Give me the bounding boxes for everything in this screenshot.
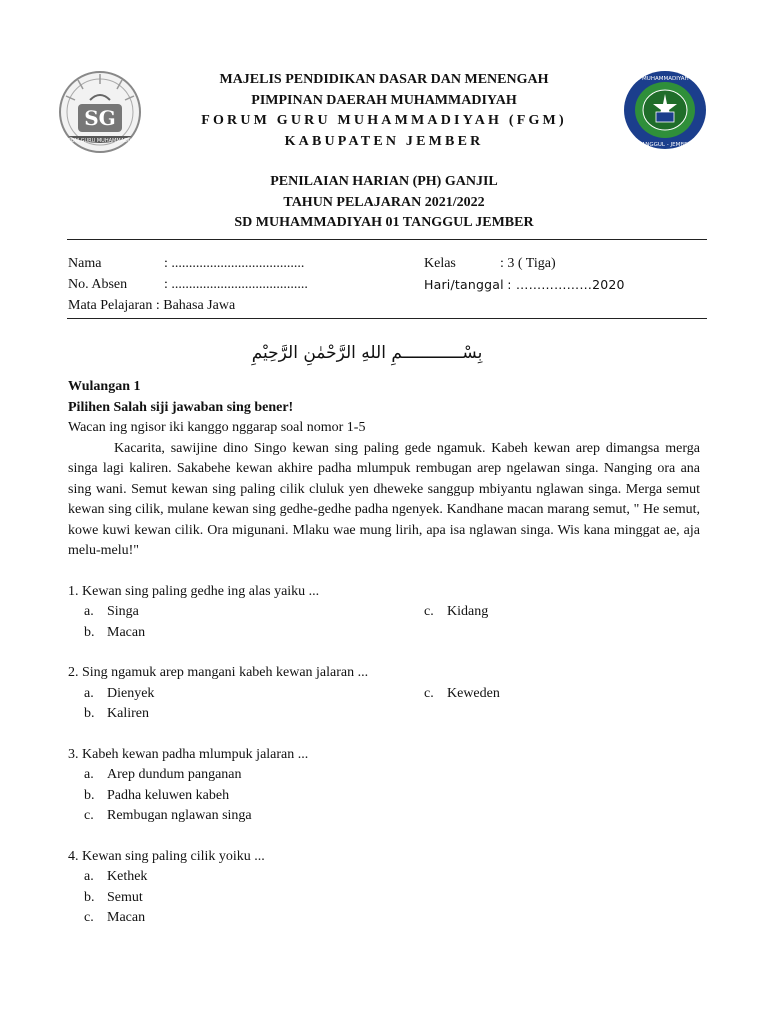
option-2b[interactable]: b. Kaliren xyxy=(84,706,149,721)
option-4b[interactable]: b. Semut xyxy=(84,889,143,905)
kelas-row xyxy=(424,253,625,274)
kelas-value: : 3 ( Tiga) xyxy=(500,256,556,271)
hari-row xyxy=(424,274,625,296)
option-4a[interactable]: a. Kethek xyxy=(84,869,148,884)
option-3a[interactable]: a. Arep dundum panganan xyxy=(84,767,242,782)
mapel-value: : Bahasa Jawa xyxy=(155,298,236,313)
divider-top xyxy=(67,239,707,240)
right-logo-bottom-text: TANGGUL - JEMBER xyxy=(638,142,692,148)
fgm-logo xyxy=(58,70,142,154)
nama-row xyxy=(68,253,308,274)
hari-field[interactable]: : ………………2020 xyxy=(507,277,625,292)
hari-label: Hari/tanggal xyxy=(424,277,504,292)
header-line-3: FORUM GURU MUHAMMADIYAH (FGM) xyxy=(201,113,567,128)
absen-field[interactable]: : ....................................... xyxy=(164,277,308,292)
option-1c[interactable]: c. Kidang xyxy=(424,604,489,619)
option-3b[interactable]: b. Padha keluwen kabeh xyxy=(84,787,230,803)
student-info-right xyxy=(424,253,625,296)
question-3-text: 3. Kabeh kewan padha mlumpuk jalaran ... xyxy=(68,746,309,762)
left-logo-text: FORUM GURU MUHAMMADIYAH xyxy=(60,138,140,144)
question-3-options xyxy=(68,765,700,827)
student-info-left xyxy=(68,253,308,316)
right-logo-top-text: SD MUHAMMADIYAH 01 xyxy=(632,76,698,82)
absen-label: No. Absen xyxy=(68,277,128,292)
svg-text:SG: SG xyxy=(84,106,116,130)
question-2 xyxy=(68,663,700,725)
question-4-options xyxy=(68,867,700,929)
option-2a[interactable]: a. Dienyek xyxy=(84,685,155,701)
passage-intro: Wacan ing ngisor iki kanggo nggarap soal nomor 1-5 xyxy=(68,420,366,435)
option-2c[interactable]: c. Keweden xyxy=(424,685,500,701)
title-line-2: TAHUN PELAJARAN 2021/2022 xyxy=(283,194,485,210)
question-2-text: 2. Sing ngamuk arep mangani kabeh kewan jalaran ... xyxy=(68,665,369,680)
mapel-label: Mata Pelajaran xyxy=(68,298,153,313)
section-heading: Wulangan 1 xyxy=(68,379,141,394)
title-line-3: SD MUHAMMADIYAH 01 TANGGUL JEMBER xyxy=(234,215,534,230)
institution-header xyxy=(150,70,618,152)
basmalah-text: بِسْــــــــــــمِ اللهِ الرَّحْمٰنِ الرَّحِيْمِ xyxy=(251,343,483,363)
question-3 xyxy=(68,745,700,827)
option-1b[interactable]: b. Macan xyxy=(84,624,146,640)
question-1 xyxy=(68,582,700,644)
option-1a[interactable]: a. Singa xyxy=(84,604,139,619)
section-instruction: Pilihen Salah siji jawaban sing bener! xyxy=(68,399,294,415)
exam-content xyxy=(68,377,700,929)
nama-field[interactable]: : ...................................... xyxy=(164,256,305,271)
mapel-row xyxy=(68,295,308,316)
divider-bottom xyxy=(67,318,707,319)
question-1-text: 1. Kewan sing paling gedhe ing alas yaiku ... xyxy=(68,583,320,599)
option-4c[interactable]: c. Macan xyxy=(84,910,146,925)
exam-title xyxy=(0,172,768,234)
header-line-4: KABUPATEN JEMBER xyxy=(284,133,484,149)
reading-passage: Kacarita, sawijine dino Singo kewan sing paling gede ngamuk. Kabeh kewan arep dimangsa merga singa lagi kaliren. Sakabehe kewan akhire padha mlumpuk rembugan arep ngelawan singa. Nanging ora ana sing wani. Semut kewan sing paling cilik cluluk yen dheweke sanggup mbiyantu nglawan singa. Merga semut kewan sing cilik, mulane kewan sing gedhe-gedhe padha ngenyek. Kandhane macan marang semut, " He semut, kowe kuwi kewan cilik. Ora migunani. Mlaku wae mung lirih, apa isa nglawan singa. Wis kana minggat ae, aja melu-melu!" xyxy=(68,440,700,558)
question-4 xyxy=(68,847,700,929)
title-line-1: PENILAIAN HARIAN (PH) GANJIL xyxy=(270,174,498,189)
nama-label: Nama xyxy=(68,256,102,271)
option-3c[interactable]: c. Rembugan nglawan singa xyxy=(84,808,252,823)
question-1-options xyxy=(68,602,700,643)
basmalah-calligraphy xyxy=(251,328,483,372)
kelas-label: Kelas xyxy=(424,256,456,271)
question-4-text: 4. Kewan sing paling cilik yoiku ... xyxy=(68,848,265,864)
school-logo xyxy=(622,68,708,152)
header-line-2: PIMPINAN DAERAH MUHAMMADIYAH xyxy=(251,92,517,108)
header-line-1: MAJELIS PENDIDIKAN DASAR DAN MENENGAH xyxy=(219,72,549,87)
absen-row xyxy=(68,274,308,295)
question-2-options xyxy=(68,684,700,725)
